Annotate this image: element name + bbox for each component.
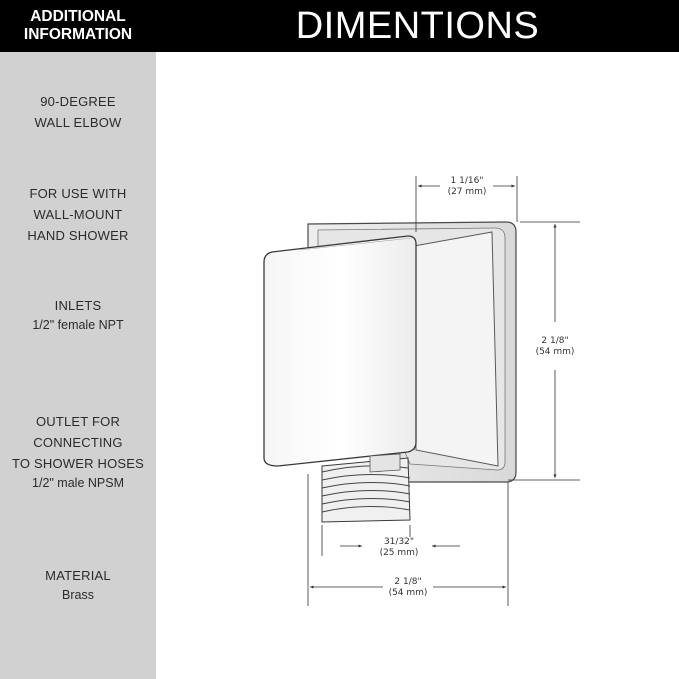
- spec-heading: WALL ELBOW: [34, 115, 122, 130]
- spec-value: 1/2" female NPT: [32, 318, 124, 332]
- spec-heading: HAND SHOWER: [27, 228, 129, 243]
- outlet-dimension-label: [373, 537, 425, 559]
- height-dimension-label: [530, 336, 580, 358]
- height-metric: (54 mm): [535, 347, 575, 357]
- depth-imperial: 1 1/16": [450, 176, 484, 186]
- outlet-imperial: 31/32": [383, 537, 415, 547]
- width-metric: (54 mm): [388, 588, 428, 598]
- spec-heading: WALL-MOUNT: [33, 207, 123, 222]
- depth-metric: (27 mm): [447, 187, 487, 197]
- depth-dimension-label: [442, 176, 492, 198]
- outlet-metric: (25 mm): [379, 548, 419, 558]
- header-line-1: ADDITIONAL: [30, 8, 126, 25]
- spec-heading: FOR USE WITH: [29, 186, 127, 201]
- elbow-front-face: [264, 236, 416, 466]
- threaded-outlet: [322, 454, 410, 522]
- spec-heading: INLETS: [54, 298, 102, 313]
- spec-value: 1/2" male NPSM: [32, 476, 124, 490]
- spec-heading: OUTLET FOR: [35, 414, 121, 429]
- header-line-2: INFORMATION: [23, 26, 133, 43]
- height-imperial: 2 1/8": [541, 336, 569, 346]
- page-title: DIMENTIONS: [295, 5, 540, 47]
- spec-heading: 90-DEGREE: [40, 94, 116, 109]
- spec-heading: MATERIAL: [45, 568, 111, 583]
- spec-heading: CONNECTING: [33, 435, 123, 450]
- width-imperial: 2 1/8": [394, 577, 422, 587]
- spec-value: Brass: [62, 588, 94, 602]
- width-dimension-label: [383, 577, 433, 599]
- spec-heading: TO SHOWER HOSES: [11, 456, 145, 471]
